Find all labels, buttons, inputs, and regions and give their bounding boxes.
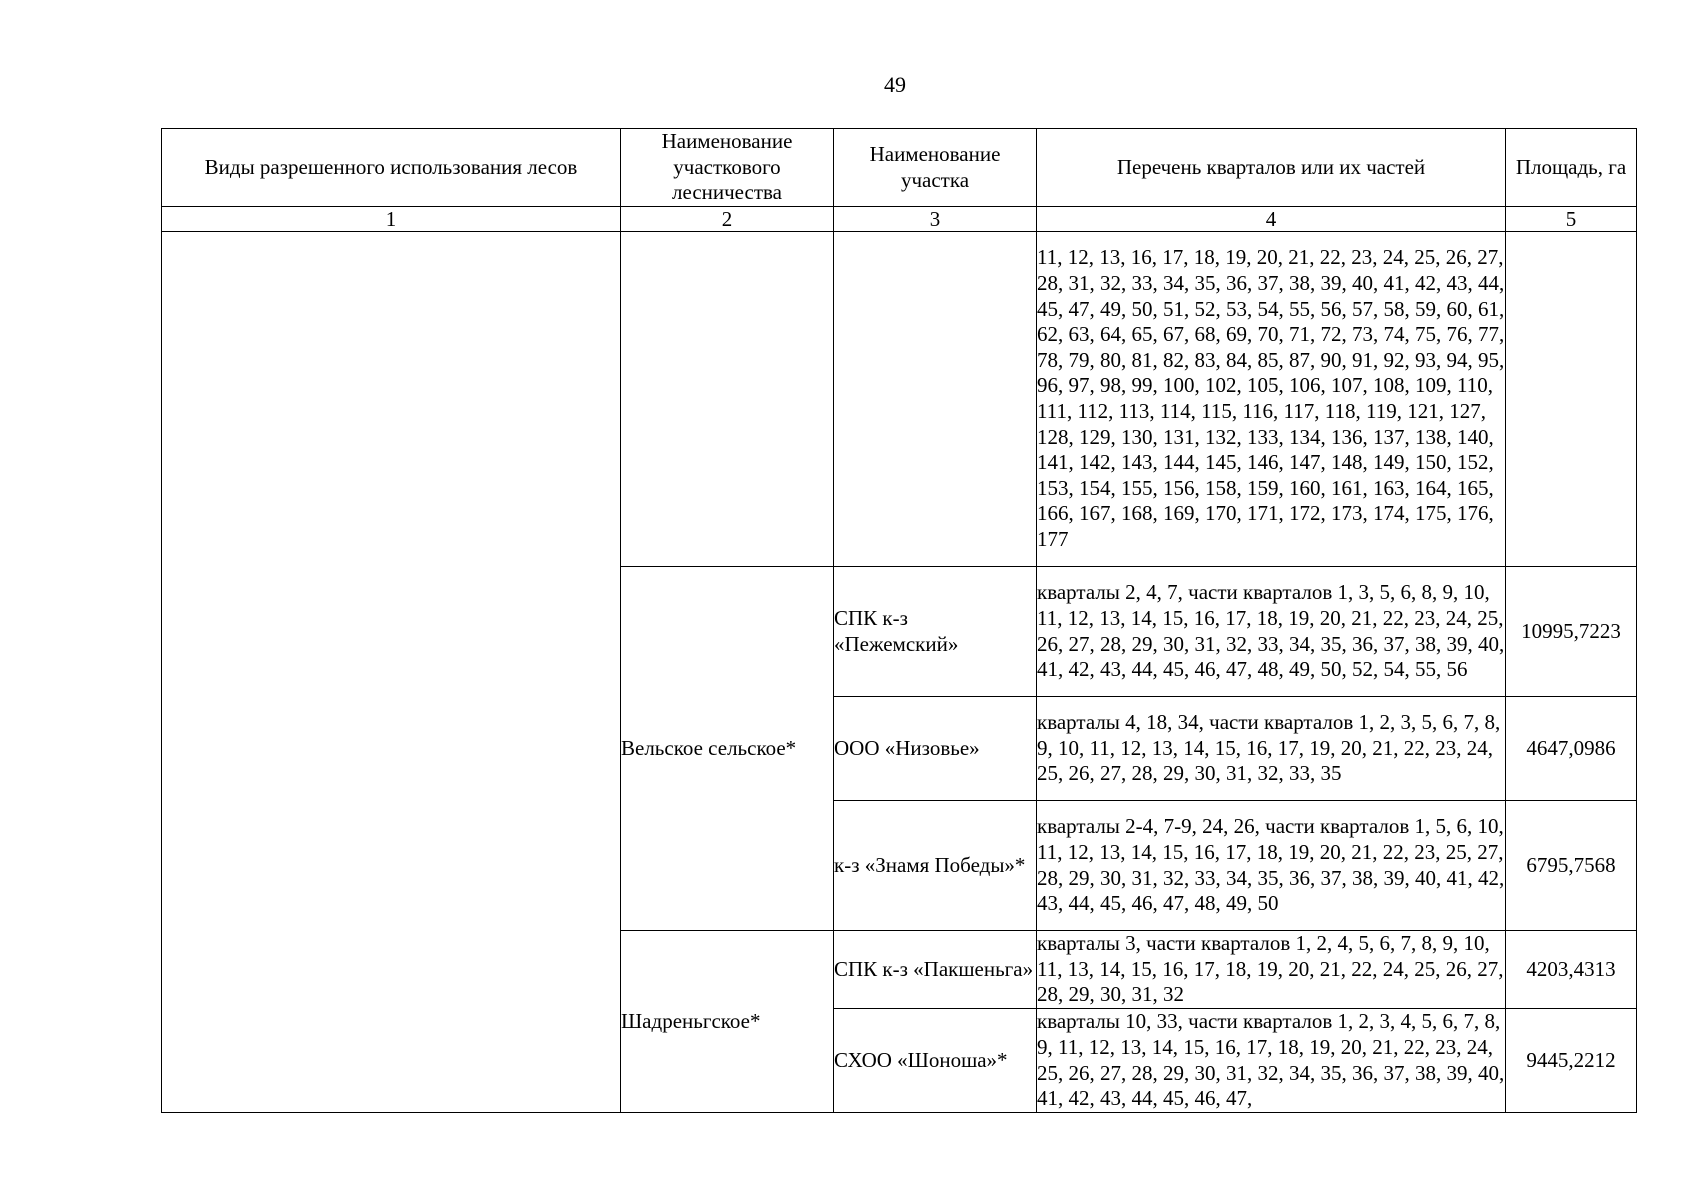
area-cell: 6795,7568 <box>1506 801 1637 931</box>
column-number: 5 <box>1506 207 1637 232</box>
plot-name-cell: СХОО «Шоноша»* <box>834 1009 1037 1113</box>
column-number: 2 <box>621 207 834 232</box>
column-number: 1 <box>162 207 621 232</box>
column-number-row <box>162 207 1637 232</box>
area-cell: 4203,4313 <box>1506 931 1637 1009</box>
page-number: 49 <box>884 72 906 97</box>
quarters-cell: кварталы 2-4, 7-9, 24, 26, части кварталов 1, 5, 6, 10, 11, 12, 13, 14, 15, 16, 17, 18, 19, 20, 21, 22, 23, 25, 27, 28, 29, 30, 31, 32, 33, 34, 35, 36, 37, 38, 39, 40, 41, 42, 43, 44, 45, 46, 47, 48, 49, 50 <box>1037 801 1506 931</box>
forestry-cell: Шадреньгское* <box>621 931 834 1113</box>
quarters-cell: кварталы 2, 4, 7, части кварталов 1, 3, 5, 6, 8, 9, 10, 11, 12, 13, 14, 15, 16, 17, 18, 19, 20, 21, 22, 23, 24, 25, 26, 27, 28, 29, 30, 31, 32, 33, 34, 35, 36, 37, 38, 39, 40, 41, 42, 43, 44, 45, 46, 47, 48, 49, 50, 52, 54, 55, 56 <box>1037 567 1506 697</box>
header-use-type: Виды разрешенного использования лесов <box>162 129 621 207</box>
quarters-cell: кварталы 3, части кварталов 1, 2, 4, 5, 6, 7, 8, 9, 10, 11, 13, 14, 15, 16, 17, 18, 19, 20, 21, 22, 24, 25, 26, 27, 28, 29, 30, 31, 32 <box>1037 931 1506 1009</box>
header-quarters: Перечень кварталов или их частей <box>1037 129 1506 207</box>
table-row <box>162 232 1637 567</box>
plot-name-cell: ООО «Низовье» <box>834 697 1037 801</box>
area-cell: 9445,2212 <box>1506 1009 1637 1113</box>
area-cell: 10995,7223 <box>1506 567 1637 697</box>
quarters-cell: 11, 12, 13, 16, 17, 18, 19, 20, 21, 22, 23, 24, 25, 26, 27, 28, 31, 32, 33, 34, 35, 36, 37, 38, 39, 40, 41, 42, 43, 44, 45, 47, 49, 50, 51, 52, 53, 54, 55, 56, 57, 58, 59, 60, 61, 62, 63, 64, 65, 67, 68, 69, 70, 71, 72, 73, 74, 75, 76, 77, 78, 79, 80, 81, 82, 83, 84, 85, 87, 90, 91, 92, 93, 94, 95, 96, 97, 98, 99, 100, 102, 105, 106, 107, 108, 109, 110, 111, 112, 113, 114, 115, 116, 117, 118, 119, 121, 127, 128, 129, 130, 131, 132, 133, 134, 136, 137, 138, 140, 141, 142, 143, 144, 145, 146, 147, 148, 149, 150, 152, 153, 154, 155, 156, 158, 159, 160, 161, 163, 164, 165, 166, 167, 168, 169, 170, 171, 172, 173, 174, 175, 176, 177 <box>1037 232 1506 567</box>
header-area: Площадь, га <box>1506 129 1637 207</box>
area-cell <box>1506 232 1637 567</box>
plot-name-cell: СПК к-з «Пежемский» <box>834 567 1037 697</box>
use-type-cell <box>162 232 621 1113</box>
quarters-cell: кварталы 10, 33, части кварталов 1, 2, 3, 4, 5, 6, 7, 8, 9, 11, 12, 13, 14, 15, 16, 17, 18, 19, 20, 21, 22, 23, 24, 25, 26, 27, 28, 29, 30, 31, 32, 34, 35, 36, 37, 38, 39, 40, 41, 42, 43, 44, 45, 46, 47, <box>1037 1009 1506 1113</box>
forestry-cell <box>621 232 834 567</box>
plot-name-cell: к-з «Знамя Победы»* <box>834 801 1037 931</box>
forest-use-table <box>161 128 1637 1113</box>
quarters-cell: кварталы 4, 18, 34, части кварталов 1, 2, 3, 5, 6, 7, 8, 9, 10, 11, 12, 13, 14, 15, 16, 17, 19, 20, 21, 22, 23, 24, 25, 26, 27, 28, 29, 30, 31, 32, 33, 35 <box>1037 697 1506 801</box>
plot-name-cell: СПК к-з «Пакшеньга» <box>834 931 1037 1009</box>
forestry-cell: Вельское сельское* <box>621 567 834 931</box>
column-number: 4 <box>1037 207 1506 232</box>
area-cell: 4647,0986 <box>1506 697 1637 801</box>
header-plot: Наименование участка <box>834 129 1037 207</box>
header-row <box>162 129 1637 207</box>
header-forestry: Наименование участкового лесничества <box>621 129 834 207</box>
column-number: 3 <box>834 207 1037 232</box>
plot-name-cell <box>834 232 1037 567</box>
